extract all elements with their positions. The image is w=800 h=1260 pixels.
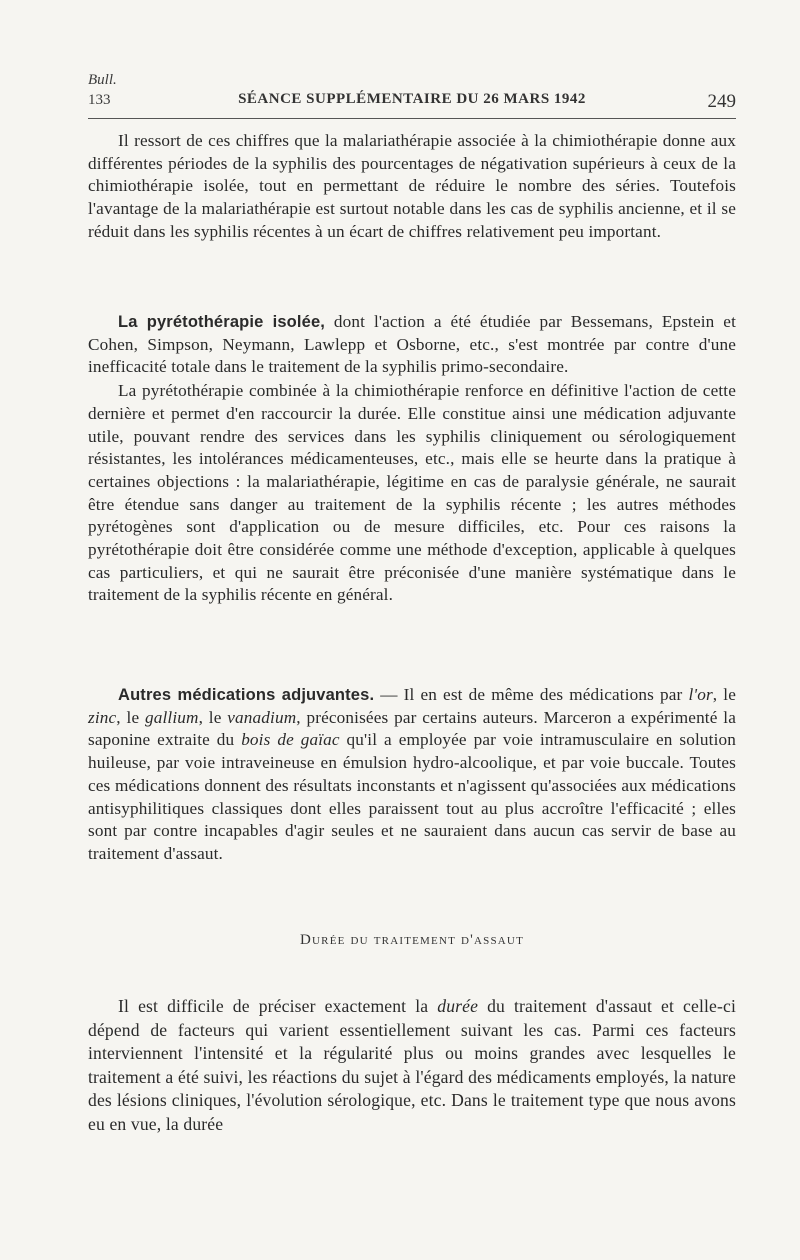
term-duree: durée bbox=[437, 996, 479, 1016]
paragraph-pyretotherapy-isolated bbox=[88, 311, 736, 379]
paragraph-lead: Autres médications adjuvantes. bbox=[118, 686, 375, 704]
term-zinc: zinc bbox=[88, 707, 117, 727]
running-head bbox=[88, 91, 736, 113]
paragraph-adjuvant: Autres médications adjuvantes. — Il en est de même des médications par l'or, le zinc, le gallium, le vanadium, préconisées par certains auteurs. Marceron a expérimenté la saponine extraite du bois de gaïac qu'il a employée par voie intramusculaire en solution huileuse, par voie intraveineuse en émulsion hydro-alcoolique, et par voie buccale. Toutes ces médications donnent des résultats inconstants et n'agissent qu'associées aux médications antisyphilitiques classiques dont elles paraissent tout au plus accroître l'efficacité ; elles sont par contre incapables d'agir seules et ne sauraient dans aucun cas servir de base au traitement d'assaut. bbox=[88, 685, 736, 863]
paragraph-duration: Il est difficile de préciser exactement la durée du traitement d'assaut et celle-ci dépend de facteurs qui varient essentiellement suivant les cas. Parmi ces facteurs interviennent l'intensité et la régularité plus ou moins grandes avec lesquelles le traitement a été suivi, les réactions du sujet à l'égard des médicaments employés, la nature des lésions cliniques, l'évolution sérologique, etc. Dans le traitement type que nous avons eu en vue, la durée bbox=[88, 996, 736, 1134]
header-rule bbox=[88, 118, 736, 119]
section-pyretotherapy bbox=[88, 311, 736, 607]
section-adjuvant-medications bbox=[88, 684, 736, 866]
paragraph-lead: La pyrétothérapie isolée, bbox=[118, 313, 326, 331]
page-number: 249 bbox=[707, 91, 736, 112]
volume-number: 133 bbox=[88, 92, 111, 108]
running-title: SÉANCE SUPPLÉMENTAIRE DU 26 MARS 1942 bbox=[238, 91, 586, 107]
paragraph-malariatherapy-summary bbox=[88, 130, 736, 244]
term-gallium: gallium bbox=[145, 707, 199, 727]
paragraph-text: Il ressort de ces chiffres que la malariathérapie associée à la chimiothérapie donne aux différentes périodes de la syphilis des pourcentages de négativation supérieurs à ceux de la chimiothérapie isolée, tout en permettant de réduire le nombre des séries. Toutefois l'avantage de la malariathérapie est surtout notable dans les cas de syphilis ancienne, et il se réduit dans les syphilis récentes à un écart de chiffres relativement peu important. bbox=[88, 131, 736, 241]
paragraph-text: dont l'action a été étudiée par Bessemans, Epstein et Cohen, Simpson, Neymann, Lawlepp et Osborne, etc., s'est montrée par contre d'une inefficacité totale dans le traitement de la syphilis primo-secondaire. bbox=[88, 312, 737, 377]
term-gold: l'or bbox=[688, 685, 713, 704]
section-treatment-duration bbox=[88, 995, 736, 1136]
section-heading: Durée du traitement d'assaut bbox=[300, 932, 524, 948]
term-vanadium: vanadium bbox=[227, 707, 297, 727]
paragraph-pyretotherapy-combined: La pyrétothérapie combinée à la chimiothérapie renforce en définitive l'action de cette dernière et permet d'en raccourcir la durée. Elle constitue ainsi une médication adjuvante utile, pouvant rendre des services dans les syphilis cliniquement ou sérologiquement résistantes, les intolérances médicamenteuses, etc., mais elle se heurte dans la pratique à certaines objections : la malariathérapie, légitime en cas de paralysie générale, ne saurait être étendue sans danger au traitement de la syphilis récente ; les autres méthodes pyrétogènes sont d'application ou de mesure difficiles, etc. Pour ces raisons la pyrétothérapie doit être considérée comme une méthode d'exception, applicable à quelques cas particuliers, et qui ne saurait être préconisée d'une manière systématique dans le traitement de la syphilis récente en général. bbox=[88, 381, 736, 605]
journal-abbreviation: Bull. bbox=[88, 72, 117, 88]
term-gaiac: bois de gaïac bbox=[241, 730, 340, 750]
